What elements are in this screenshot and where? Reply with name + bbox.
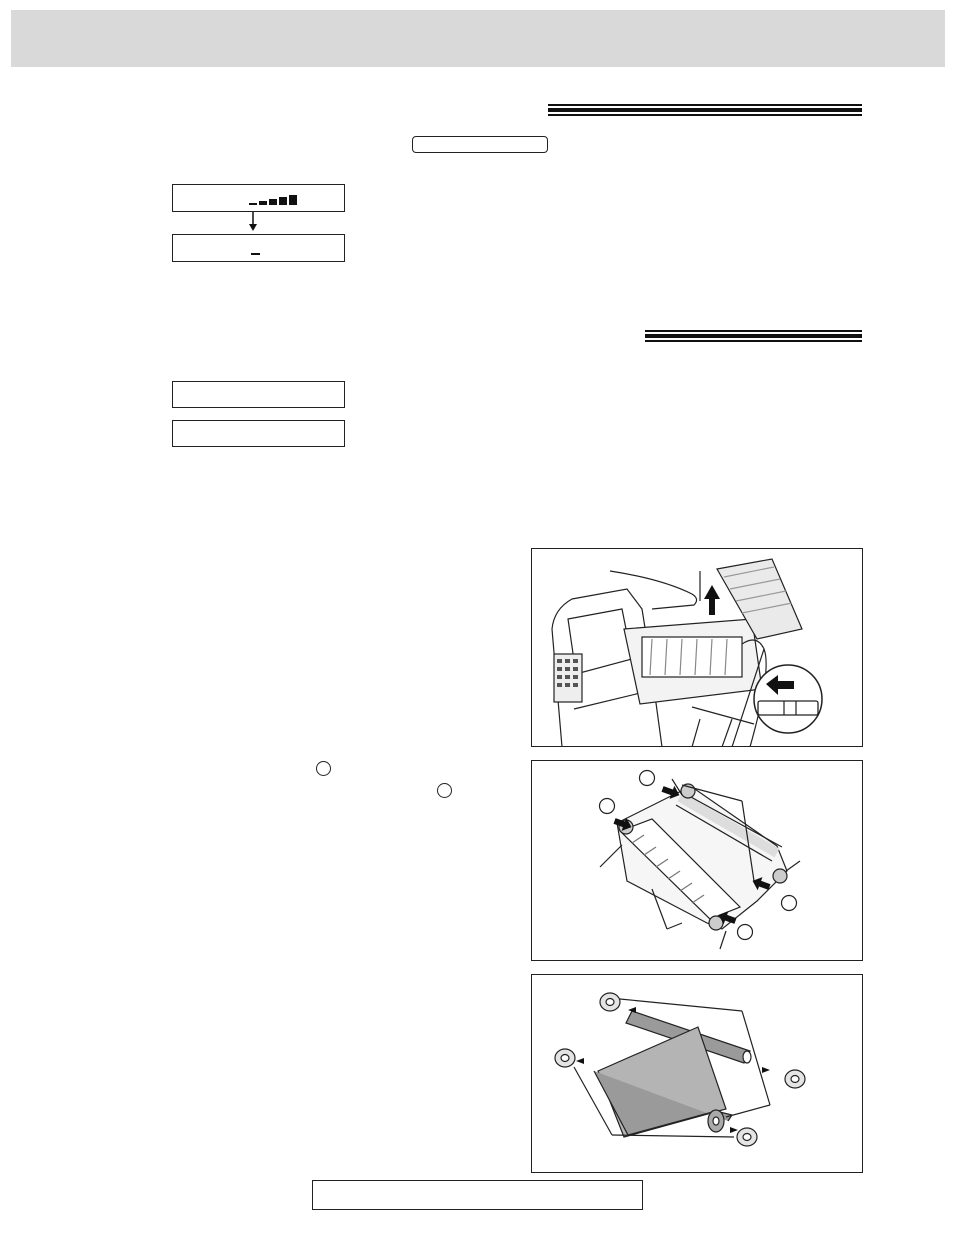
film-cartridge-illustration bbox=[532, 761, 863, 961]
rolls-gears-illustration bbox=[532, 975, 863, 1173]
header-band bbox=[11, 10, 945, 67]
figure-film-cartridge bbox=[531, 760, 863, 961]
up-arrow-icon bbox=[704, 585, 720, 615]
figure-open-cover bbox=[531, 548, 863, 747]
key-button[interactable] bbox=[412, 136, 548, 153]
step-marker-a bbox=[316, 761, 331, 776]
display-panel-2 bbox=[172, 234, 345, 262]
down-arrow-icon bbox=[248, 212, 258, 232]
figure-rolls-gears bbox=[531, 974, 863, 1173]
display-panel-1 bbox=[172, 184, 345, 212]
section-2-heading-rule bbox=[645, 330, 862, 342]
footer-box bbox=[312, 1180, 643, 1210]
step-marker-b bbox=[437, 783, 452, 798]
section-1-heading-rule bbox=[548, 104, 862, 116]
fax-machine-illustration bbox=[532, 549, 863, 747]
signal-bars-icon bbox=[249, 191, 297, 205]
cursor-mark bbox=[251, 253, 260, 255]
display-panel-4 bbox=[172, 420, 345, 447]
display-panel-3 bbox=[172, 381, 345, 408]
